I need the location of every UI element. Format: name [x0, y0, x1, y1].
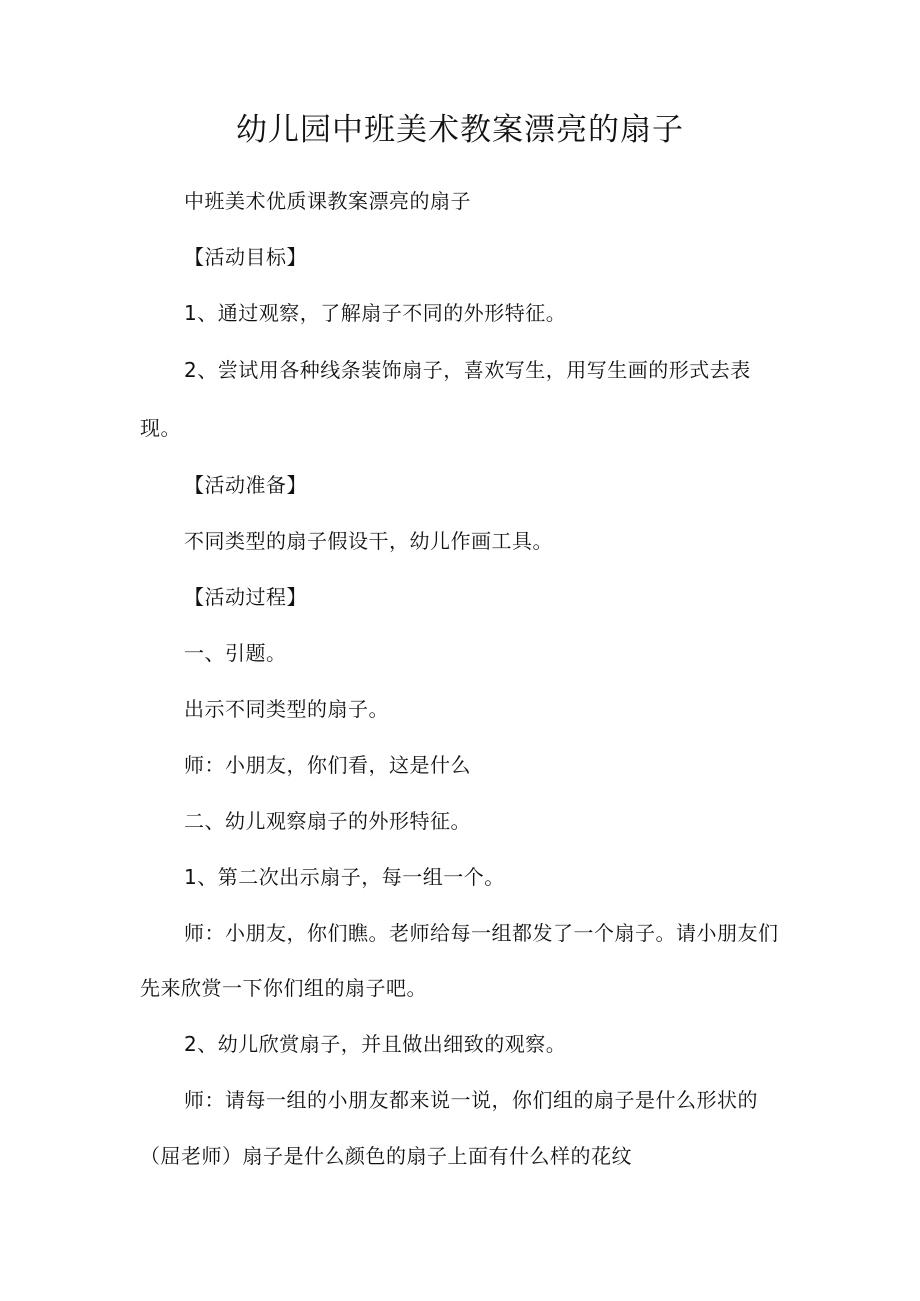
document-title: 幼儿园中班美术教案漂亮的扇子: [236, 112, 684, 148]
section-heading-objectives: 【活动目标】: [184, 245, 307, 269]
paragraph-line: 1、第二次出示扇子，每一组一个。: [184, 865, 505, 889]
paragraph-line: 师：请每一组的小朋友都来说一说，你们组的扇子是什么形状的: [184, 1088, 758, 1112]
paragraph-line: 不同类型的扇子假设干，幼儿作画工具。: [184, 529, 553, 553]
section-heading-process: 【活动过程】: [184, 585, 307, 609]
paragraph-line: 现。: [140, 416, 181, 440]
paragraph-line: 2、幼儿欣赏扇子，并且做出细致的观察。: [184, 1032, 567, 1056]
paragraph-line: 2、尝试用各种线条装饰扇子，喜欢写生，用写生画的形式去表: [184, 358, 751, 382]
paragraph-line: （屈老师）扇子是什么颜色的扇子上面有什么样的花纹: [140, 1144, 632, 1168]
paragraph-line: 先来欣赏一下你们组的扇子吧。: [140, 976, 427, 1000]
section-heading-preparation: 【活动准备】: [184, 473, 307, 497]
paragraph-line: 1、通过观察，了解扇子不同的外形特征。: [184, 301, 567, 325]
paragraph-line: 一、引题。: [184, 641, 287, 665]
subtitle-line: 中班美术优质课教案漂亮的扇子: [184, 189, 471, 213]
paragraph-line: 二、幼儿观察扇子的外形特征。: [184, 809, 471, 833]
paragraph-line: 师：小朋友，你们瞧。老师给每一组都发了一个扇子。请小朋友们: [184, 921, 779, 945]
paragraph-line: 出示不同类型的扇子。: [184, 697, 389, 721]
paragraph-line: 师：小朋友，你们看，这是什么: [184, 753, 471, 777]
